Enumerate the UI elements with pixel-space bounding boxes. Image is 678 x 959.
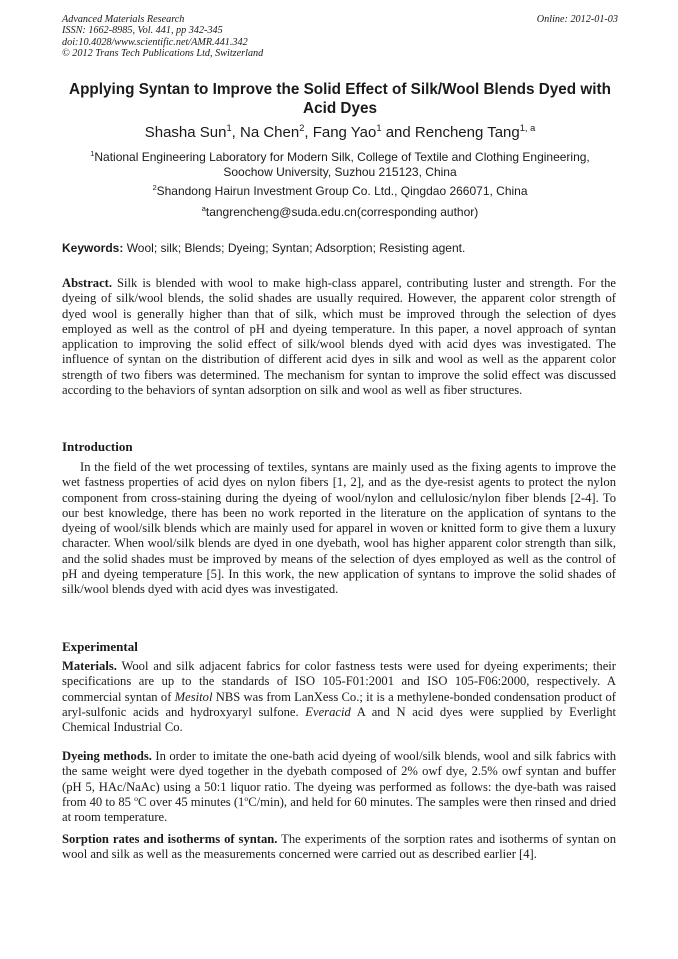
author-sep: and xyxy=(381,124,415,141)
email-link[interactable]: tangrencheng@suda.edu.cn(corresponding author) xyxy=(205,205,479,219)
author-name: Shasha Sun xyxy=(144,124,227,141)
affiliation-text: National Engineering Laboratory for Modern Silk, College of Textile and Clothing Engineering, Soochow University, Suzhou 215123, China xyxy=(94,150,590,179)
affiliation-2 xyxy=(62,184,618,199)
dyeing-text: In order to imitate the one-bath acid dyeing of wool/silk blends, wool and silk fabrics with the same weight were dyed together in the dyebath composed of 2% owf dye, 2.5% owf syntan and buffer (pH 5, HAc/NaAc) using a 50:1 liquor ratio. The dyeing was performed as follows: the dye-bath was raised from 40 to 85 xyxy=(62,749,616,809)
author-list xyxy=(62,124,618,142)
journal-name: Advanced Materials Research xyxy=(62,14,185,25)
author-sup: 1, a xyxy=(519,123,536,133)
keywords-text: Wool; silk; Blends; Dyeing; Syntan; Adsorption; Resisting agent. xyxy=(123,241,466,255)
journal-header xyxy=(62,14,618,60)
abstract-text: Silk is blended with wool to make high-class apparel, contributing luster and strength. For the dyeing of silk/wool blends, the solid shades are usually required. However, the apparent color strength of dyed wool is generally higher than that of silk, which must be improved through the selection of dyes employed as well as the control of pH and dyeing temperature. In this paper, a novel approach of syntan application to improving the solid effect of silk/wool blends dyed with acid dyes was investigated. The influence of syntan on the distribution of different acid dyes in silk and wool as well as the apparent color strength of two fibers was determined. The mechanism for syntan to improve the solid effect was discussed according to the behaviors of syntan adsorption on silk and wool as well as fiber structures. xyxy=(62,276,616,398)
author-sup: 1 xyxy=(226,123,232,133)
keywords-label: Keywords: xyxy=(62,241,124,255)
dyeing-methods-paragraph xyxy=(62,749,616,825)
affiliation-sup: 1 xyxy=(90,149,95,158)
abstract-label: Abstract. xyxy=(62,276,113,290)
corresponding-email xyxy=(62,205,618,220)
keywords xyxy=(62,241,618,256)
author-sep: , xyxy=(304,124,313,141)
author-name: Rencheng Tang xyxy=(414,124,520,141)
experimental-heading: Experimental xyxy=(62,639,138,654)
materials-label: Materials. xyxy=(62,659,117,673)
author-sep: , xyxy=(231,124,240,141)
mesitol-name: Mesitol xyxy=(174,689,213,704)
sorption-paragraph xyxy=(62,832,616,863)
sorption-text: The experiments of the sorption rates and isotherms of syntan on wool and silk as well as the measurements concerned were carried out as described earlier [4]. xyxy=(62,832,616,862)
doi-line[interactable]: doi:10.4028/www.scientific.net/AMR.441.342 xyxy=(62,36,248,48)
author-sup: 1 xyxy=(376,123,382,133)
abstract-paragraph xyxy=(62,276,616,398)
materials-text: NBS was from LanXess Co.; it is a methylene-bonded condensation product of aryl-sulfonic acids and hydroxyaryl sulfone. xyxy=(62,689,616,719)
dyeing-text: C/min), and held for 60 minutes. The samples were then rinsed and dried at room temperature. xyxy=(62,794,616,825)
sorption-label: Sorption rates and isotherms of syntan. xyxy=(62,832,278,846)
author-sup: 2 xyxy=(299,123,305,133)
author-name: Fang Yao xyxy=(312,124,377,141)
materials-text: A and N acid dyes were supplied by Everlight Chemical Industrial Co. xyxy=(62,704,616,735)
affiliation-sup: 2 xyxy=(152,183,157,192)
copyright-line: © 2012 Trans Tech Publications Ltd, Switzerland xyxy=(62,48,264,60)
affiliation-text: Shandong Hairun Investment Group Co. Ltd., Qingdao 266071, China xyxy=(156,184,528,198)
author-name: Na Chen xyxy=(239,124,300,141)
degree-sup: o xyxy=(134,793,138,803)
introduction-heading: Introduction xyxy=(62,439,133,454)
everacid-name: Everacid xyxy=(305,704,351,719)
dyeing-text: C over 45 minutes (1 xyxy=(137,794,245,809)
online-date: Online: 2012-01-03 xyxy=(536,14,618,25)
degree-sup: o xyxy=(244,793,249,803)
materials-text: Wool and silk adjacent fabrics for color fastness tests were used for dyeing experiments; their specifications are up to the standards of ISO 105-F01:2001 and ISO 105-F06:2000, respectively. A commercial syntan of xyxy=(62,659,616,704)
paper-title: Applying Syntan to Improve the Solid Effect of Silk/Wool Blends Dyed with Acid Dyes xyxy=(69,81,611,117)
affiliation-1 xyxy=(72,150,608,180)
materials-paragraph xyxy=(62,659,616,735)
email-sup: a xyxy=(201,204,206,213)
issn-line: ISSN: 1662-8985, Vol. 441, pp 342-345 xyxy=(62,25,223,37)
dyeing-methods-label: Dyeing methods. xyxy=(62,749,152,763)
introduction-paragraph: In the field of the wet processing of textiles, syntans are mainly used as the fixing agents to improve the wet fastness properties of acid dyes on nylon fibers [1, 2], and as the dye-resist agents to protect the nylon component from cross-staining during the dyeing of wool/nylon and cellulosic/nylon fiber blends [2-4]. To our best knowledge, there has been no work reported in the literature on the application of syntans to the dyeing of wool/silk blends which are mainly used for apparel in woven or knitted form to give them a luxury character. When wool/silk blends are dyed in one dyebath, wool has higher apparent color strength than silk, and the solid shades must be improved by means of the selection of dyes employed as well as the control of pH and dyeing temperature [5]. In this work, the new application of syntans to improve the solid shades of silk/wool blends dyed with acid dyes was investigated. xyxy=(62,460,616,597)
